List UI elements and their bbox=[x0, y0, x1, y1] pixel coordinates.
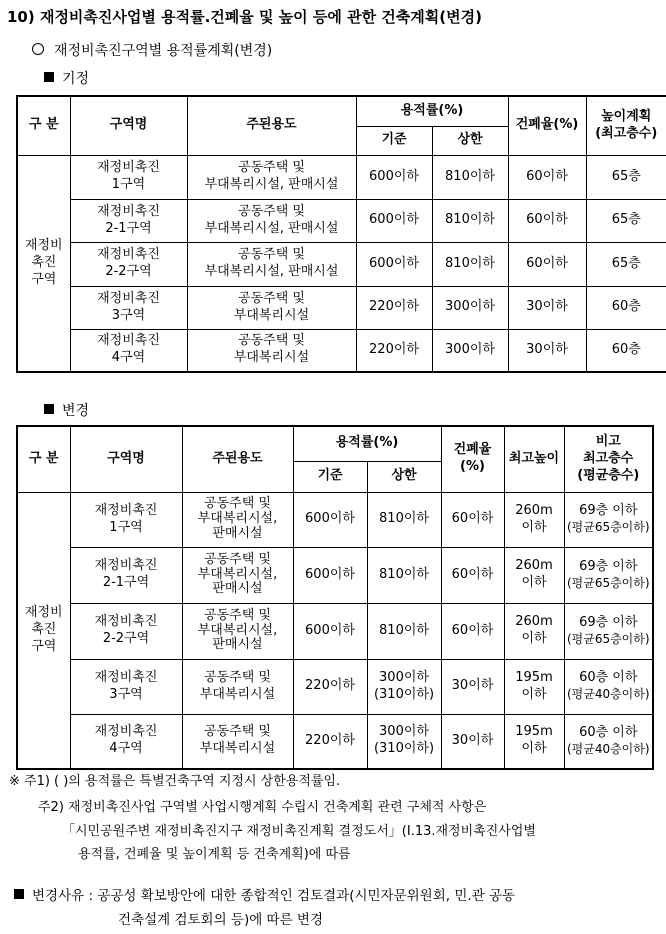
far-max-line: 300이하 bbox=[379, 724, 429, 740]
table-row bbox=[17, 547, 653, 603]
section-changed bbox=[44, 400, 89, 420]
use-line: 부대복리시설 bbox=[199, 686, 276, 702]
use-cell bbox=[187, 329, 356, 372]
far-base-cell: 220이하 bbox=[356, 286, 432, 329]
table-row bbox=[17, 603, 653, 659]
zone-line: 재정비촉진 bbox=[94, 614, 158, 630]
note-line: 69층 이하 bbox=[579, 614, 638, 630]
section-existing-label: 기정 bbox=[62, 71, 90, 87]
zone-line: 재정비촉진 bbox=[97, 160, 160, 176]
header-bcr bbox=[441, 426, 504, 492]
zone-line: 3구역 bbox=[111, 307, 146, 323]
bcr-cell: 30이하 bbox=[441, 659, 504, 714]
bcr-cell: 60이하 bbox=[508, 155, 586, 199]
subtitle bbox=[32, 40, 272, 60]
far-max-line: 810이하 bbox=[379, 511, 429, 527]
height-cell: 65층 bbox=[586, 155, 666, 199]
note-line: 69층 이하 bbox=[579, 503, 638, 519]
use-cell bbox=[187, 199, 356, 242]
group-line: 촉진 bbox=[31, 254, 57, 270]
use-line: 판매시설 bbox=[212, 581, 263, 597]
subtitle-text: 재정비촉진구역별 용적률계획(변경) bbox=[54, 43, 273, 59]
use-line: 판매시설 bbox=[212, 525, 263, 541]
use-line: 공동주택 및 bbox=[204, 607, 271, 623]
header-note bbox=[564, 426, 653, 492]
use-cell bbox=[187, 155, 356, 199]
footnote-2-line3: 용적률, 건폐율 및 높이계획 등 건축계획)에 따름 bbox=[78, 847, 351, 862]
far-base-cell: 220이하 bbox=[293, 659, 367, 714]
use-line: 부대복리시설, 판매시설 bbox=[204, 220, 339, 236]
bcr-cell: 30이하 bbox=[441, 714, 504, 769]
use-line: 공동주택 및 bbox=[204, 724, 271, 740]
header-height-line2: (최고층수) bbox=[595, 125, 658, 141]
bcr-cell: 30이하 bbox=[508, 329, 586, 372]
zone-line: 1구역 bbox=[111, 177, 146, 192]
change-reason bbox=[14, 884, 515, 904]
zone-line: 4구역 bbox=[109, 741, 143, 757]
far-max-cell: 810이하 bbox=[432, 199, 508, 242]
zone-line: 재정비촉진 bbox=[94, 669, 158, 685]
zone-line: 재정비촉진 bbox=[97, 247, 160, 263]
max-height-line: 이하 bbox=[521, 741, 547, 757]
zone-cell bbox=[70, 199, 187, 242]
header-far: 용적률(%) bbox=[293, 426, 441, 461]
height-cell: 65층 bbox=[586, 199, 666, 242]
group-cell bbox=[17, 155, 70, 372]
far-max-cell: 810이하 bbox=[432, 242, 508, 286]
zone-line: 재정비촉진 bbox=[97, 333, 160, 349]
far-max-cell bbox=[367, 547, 441, 603]
header-note-line3: (평균층수) bbox=[577, 467, 640, 483]
far-max-cell: 300이하 bbox=[432, 286, 508, 329]
bcr-cell: 60이하 bbox=[441, 603, 504, 659]
header-height bbox=[586, 96, 666, 155]
far-max-line: (310이하) bbox=[373, 686, 435, 702]
note-line: (평균65층이하) bbox=[566, 575, 650, 590]
use-cell bbox=[182, 714, 293, 769]
header-far-base: 기준 bbox=[356, 126, 432, 155]
use-line: 공동주택 및 bbox=[238, 160, 305, 176]
circle-bullet-icon bbox=[32, 43, 44, 55]
zone-cell bbox=[70, 659, 182, 714]
note-cell bbox=[564, 603, 653, 659]
use-line: 공동주택 및 bbox=[238, 290, 305, 306]
group-line: 구역 bbox=[31, 271, 57, 287]
max-height-cell bbox=[504, 492, 564, 547]
header-far-max: 상한 bbox=[367, 461, 441, 492]
height-cell: 60층 bbox=[586, 286, 666, 329]
note-line: (평균40층이하) bbox=[566, 687, 650, 702]
group-line: 재정비 bbox=[24, 604, 63, 620]
change-reason-line2: 건축설계 검토회의 등)에 따른 변경 bbox=[118, 912, 324, 928]
far-base-cell: 600이하 bbox=[356, 155, 432, 199]
header-height-line1: 높이계획 bbox=[601, 108, 652, 124]
use-cell bbox=[187, 242, 356, 286]
use-line: 공동주택 및 bbox=[238, 333, 305, 349]
zone-line: 2-1구역 bbox=[105, 220, 152, 236]
bcr-cell: 60이하 bbox=[441, 492, 504, 547]
section-changed-label: 변경 bbox=[62, 403, 90, 419]
use-line: 공동주택 및 bbox=[238, 247, 305, 263]
use-cell bbox=[182, 659, 293, 714]
note-line: 60층 이하 bbox=[579, 670, 638, 686]
far-base-cell: 600이하 bbox=[356, 199, 432, 242]
zone-line: 재정비촉진 bbox=[94, 502, 158, 518]
header-max-height: 최고높이 bbox=[504, 426, 564, 492]
far-max-cell: 810이하 bbox=[432, 155, 508, 199]
use-line: 공동주택 및 bbox=[238, 203, 305, 219]
max-height-cell bbox=[504, 547, 564, 603]
use-line: 공동주택 및 bbox=[204, 669, 271, 685]
table-row bbox=[17, 199, 666, 242]
group-line: 구역 bbox=[31, 638, 57, 654]
zone-cell bbox=[70, 242, 187, 286]
note-line: 69층 이하 bbox=[579, 558, 638, 574]
square-bullet-icon bbox=[44, 404, 54, 414]
note-cell bbox=[564, 547, 653, 603]
table-row bbox=[17, 155, 666, 199]
header-zone: 구역명 bbox=[70, 96, 187, 155]
page-title: 10) 재정비촉진사업별 용적률.건폐율 및 높이 등에 관한 건축계획(변경) bbox=[7, 8, 482, 26]
far-base-cell: 600이하 bbox=[356, 242, 432, 286]
zone-cell bbox=[70, 155, 187, 199]
use-cell bbox=[182, 492, 293, 547]
use-line: 공동주택 및 bbox=[204, 496, 271, 512]
use-line: 부대복리시설, bbox=[197, 566, 278, 582]
zone-cell bbox=[70, 547, 182, 603]
bcr-cell: 60이하 bbox=[508, 199, 586, 242]
group-line: 재정비 bbox=[24, 237, 63, 253]
header-bcr: 건폐율(%) bbox=[508, 96, 586, 155]
header-bcr-line2: (%) bbox=[460, 459, 485, 475]
note-cell bbox=[564, 659, 653, 714]
far-max-line: 300이하 bbox=[379, 669, 429, 685]
far-max-line: 810이하 bbox=[379, 566, 429, 582]
footnote-1: ※ 주1) ( )의 용적률은 특별건축구역 지정시 상한용적률임. bbox=[9, 774, 341, 789]
use-line: 판매시설 bbox=[212, 637, 263, 653]
zone-line: 1구역 bbox=[109, 519, 143, 535]
footnote-2: 주2) 재정비촉진사업 구역별 사업시행계획 수립시 건축계획 관련 구체적 사항은 bbox=[38, 800, 487, 815]
header-bcr-line1: 건폐율 bbox=[453, 442, 492, 458]
far-max-cell bbox=[367, 603, 441, 659]
height-cell: 60층 bbox=[586, 329, 666, 372]
header-zone: 구역명 bbox=[70, 426, 182, 492]
far-base-cell: 220이하 bbox=[356, 329, 432, 372]
zone-line: 재정비촉진 bbox=[94, 724, 158, 740]
group-cell bbox=[17, 492, 70, 769]
use-line: 부대복리시설 bbox=[199, 741, 276, 757]
square-bullet-icon bbox=[14, 889, 24, 899]
bcr-cell: 30이하 bbox=[508, 286, 586, 329]
use-line: 부대복리시설, bbox=[197, 622, 278, 638]
table-row bbox=[17, 329, 666, 372]
height-cell: 65층 bbox=[586, 242, 666, 286]
table-row bbox=[17, 714, 653, 769]
zone-line: 2-2구역 bbox=[102, 631, 150, 646]
use-line: 부대복리시설, 판매시설 bbox=[204, 264, 339, 279]
max-height-line: 이하 bbox=[521, 686, 547, 702]
footnote-2-line2: 「시민공원주변 재정비촉진지구 재정비촉진계획 결정도서」(Ⅰ.13.재정비촉진사업별 bbox=[62, 824, 536, 839]
zone-cell bbox=[70, 492, 182, 547]
use-line: 공동주택 및 bbox=[204, 551, 271, 567]
far-base-cell: 600이하 bbox=[293, 603, 367, 659]
bcr-cell: 60이하 bbox=[441, 547, 504, 603]
max-height-line: 195m bbox=[515, 669, 553, 685]
max-height-line: 260m bbox=[515, 502, 553, 518]
use-line: 부대복리시설 bbox=[233, 350, 310, 366]
zone-cell bbox=[70, 329, 187, 372]
max-height-line: 이하 bbox=[521, 631, 547, 646]
far-max-line: 810이하 bbox=[379, 622, 429, 638]
zone-line: 재정비촉진 bbox=[97, 203, 160, 219]
zone-cell bbox=[70, 603, 182, 659]
far-max-cell bbox=[367, 659, 441, 714]
header-use: 주된용도 bbox=[187, 96, 356, 155]
zone-line: 2-1구역 bbox=[102, 575, 150, 590]
far-base-cell: 220이하 bbox=[293, 714, 367, 769]
header-note-line2: 최고층수 bbox=[583, 450, 634, 466]
zone-cell bbox=[70, 714, 182, 769]
zone-cell bbox=[70, 286, 187, 329]
changed-table bbox=[16, 425, 654, 770]
header-gubun: 구 분 bbox=[17, 96, 70, 155]
header-note-line1: 비고 bbox=[595, 433, 621, 449]
group-line: 촉진 bbox=[31, 621, 57, 637]
far-base-cell: 600이하 bbox=[293, 492, 367, 547]
max-height-cell bbox=[504, 659, 564, 714]
table-row bbox=[17, 659, 653, 714]
note-line: 60층 이하 bbox=[579, 725, 638, 740]
change-reason-text: 변경사유 : 공공성 확보방안에 대한 종합적인 검토결과(시민자문위원회, 민.관 공동 bbox=[32, 888, 516, 904]
note-line: (평균65층이하) bbox=[566, 631, 650, 646]
header-far: 용적률(%) bbox=[356, 96, 508, 126]
zone-line: 4구역 bbox=[111, 350, 146, 366]
far-max-line: (310이하) bbox=[373, 741, 435, 757]
use-line: 부대복리시설 bbox=[233, 307, 310, 323]
max-height-cell bbox=[504, 714, 564, 769]
zone-line: 3구역 bbox=[109, 686, 143, 702]
max-height-line: 이하 bbox=[521, 575, 547, 590]
far-max-cell: 300이하 bbox=[432, 329, 508, 372]
max-height-line: 195m bbox=[515, 724, 553, 740]
use-cell bbox=[187, 286, 356, 329]
use-cell bbox=[182, 547, 293, 603]
use-line: 부대복리시설, bbox=[197, 511, 278, 527]
header-gubun: 구 분 bbox=[17, 426, 70, 492]
table-row bbox=[17, 286, 666, 329]
note-cell bbox=[564, 492, 653, 547]
bcr-cell: 60이하 bbox=[508, 242, 586, 286]
max-height-cell bbox=[504, 603, 564, 659]
zone-line: 재정비촉진 bbox=[94, 558, 158, 574]
use-cell bbox=[182, 603, 293, 659]
zone-line: 2-2구역 bbox=[105, 264, 152, 279]
use-line: 부대복리시설, 판매시설 bbox=[204, 177, 339, 192]
note-line: (평균65층이하) bbox=[566, 520, 650, 535]
existing-table bbox=[16, 95, 666, 373]
max-height-line: 260m bbox=[515, 614, 553, 630]
note-cell bbox=[564, 714, 653, 769]
far-max-cell bbox=[367, 492, 441, 547]
header-far-base: 기준 bbox=[293, 461, 367, 492]
note-line: (평균40층이하) bbox=[566, 741, 650, 756]
table-row bbox=[17, 242, 666, 286]
far-max-cell bbox=[367, 714, 441, 769]
square-bullet-icon bbox=[44, 72, 54, 82]
zone-line: 재정비촉진 bbox=[97, 290, 160, 306]
header-use: 주된용도 bbox=[182, 426, 293, 492]
max-height-line: 이하 bbox=[521, 519, 547, 535]
section-existing bbox=[44, 68, 89, 88]
max-height-line: 260m bbox=[515, 558, 553, 574]
header-far-max: 상한 bbox=[432, 126, 508, 155]
far-base-cell: 600이하 bbox=[293, 547, 367, 603]
table-row bbox=[17, 492, 653, 547]
